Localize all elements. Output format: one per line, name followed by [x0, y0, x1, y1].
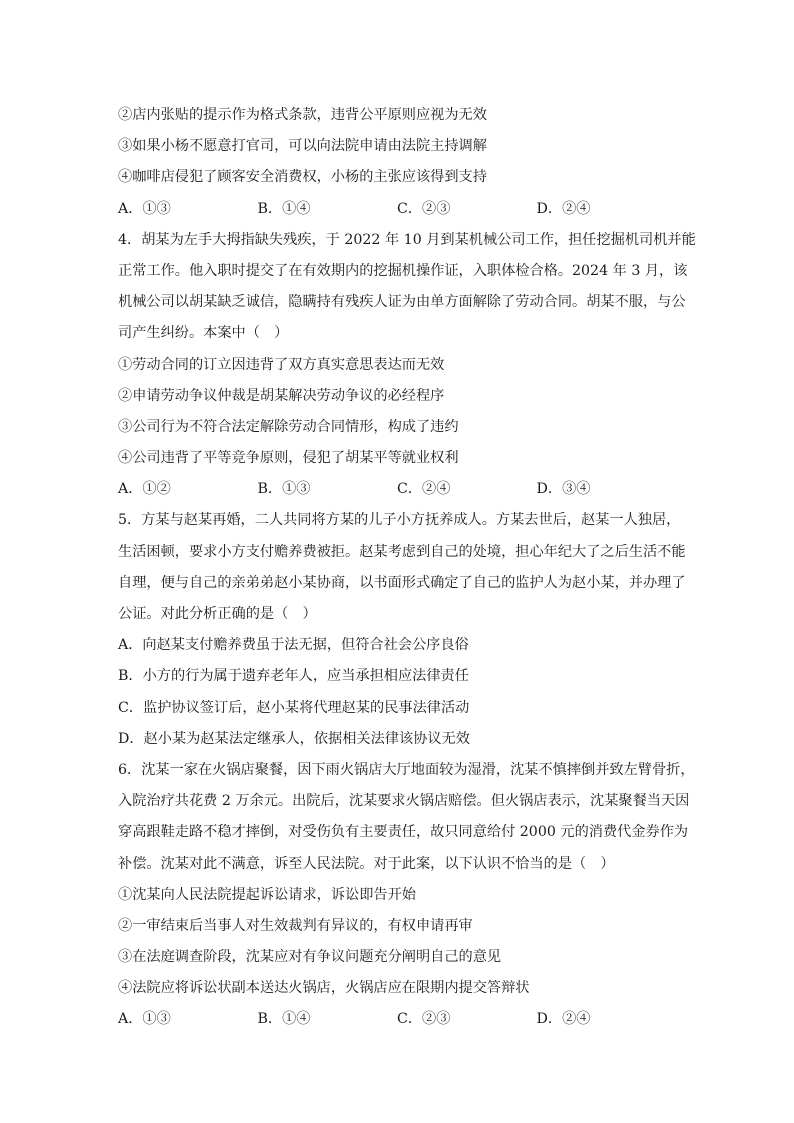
choice-b: B．①④ [257, 1011, 311, 1028]
question-stem-line: 正常工作。他入职时提交了在有效期内的挖掘机操作证，入职体检合格。2024 年 3 月，该 [118, 262, 688, 279]
question-6 [118, 755, 695, 1036]
option-line: ④法院应将诉讼状副本送达火锅店，火锅店应在限期内提交答辩状 [118, 980, 530, 997]
option-line: ③公司行为不符合法定解除劳动合同情形，构成了违约 [118, 418, 459, 435]
option-line: D．赵小某为赵某法定继承人，依据相关法律该协议无效 [118, 730, 470, 747]
choice-c: C．②④ [397, 481, 451, 498]
choice-a: A．①③ [118, 1011, 171, 1028]
answer-choices [118, 1004, 684, 1035]
choice-d: D．③④ [536, 481, 591, 498]
option-line: A．向赵某支付赡养费虽于法无据，但符合社会公序良俗 [118, 637, 469, 654]
answer-choices [118, 474, 684, 505]
option-line: ①沈某向人民法院提起诉讼请求，诉讼即告开始 [118, 886, 416, 903]
question-stem-line: 机械公司以胡某缺乏诚信，隐瞒持有残疾人证为由单方面解除了劳动合同。胡某不服，与公 [118, 294, 686, 311]
choice-d: D．②④ [536, 1011, 591, 1028]
question-stem-line: 穿高跟鞋走路不稳才摔倒，对受伤负有主要责任，故只同意给付 2000 元的消费代金券作为 [118, 824, 689, 841]
question-stem-line: 6．沈某一家在火锅店聚餐，因下雨火锅店大厅地面较为湿滑，沈某不慎摔倒并致左臂骨折， [118, 761, 695, 778]
question-stem-line: 司产生纠纷。本案中（ ） [118, 325, 289, 342]
question-stem-line: 生活困顿，要求小方支付赡养费被拒。赵某考虑到自己的处境，担心年纪大了之后生活不能 [118, 543, 686, 560]
option-line: ①劳动合同的订立因违背了双方真实意思表达而无效 [118, 356, 445, 373]
choice-a: A．①③ [118, 200, 171, 217]
question-5 [118, 505, 684, 755]
choice-c: C．②③ [397, 1011, 451, 1028]
question-stem-line: 4．胡某为左手大拇指缺失残疾，于 2022 年 10 月到某机械公司工作，担任挖掘机司机并能 [118, 231, 696, 248]
answer-choices [118, 194, 684, 225]
choice-d: D．②④ [536, 200, 591, 217]
option-line: ④公司违背了平等竞争原则，侵犯了胡某平等就业权利 [118, 450, 459, 467]
question-stem-line: 入院治疗共花费 2 万余元。出院后，沈某要求火锅店赔偿。但火锅店表示，沈某聚餐当天因 [118, 793, 690, 810]
question-stem-line: 补偿。沈某对此不满意，诉至人民法院。对于此案，以下认识不恰当的是（ ） [118, 855, 615, 872]
question-stem-line: 公证。对此分析正确的是（ ） [118, 606, 317, 622]
page-content [118, 100, 696, 1036]
option-line: ④咖啡店侵犯了顾客安全消费权，小杨的主张应该得到支持 [118, 169, 487, 186]
option-line: ③如果小杨不愿意打官司，可以向法院申请由法院主持调解 [118, 138, 487, 155]
question-4 [118, 225, 696, 506]
question-stem-line: 自理，便与自己的亲弟弟赵小某协商，以书面形式确定了自己的监护人为赵小某，并办理了 [118, 574, 686, 591]
choice-b: B．①③ [257, 481, 311, 498]
option-line: ③在法庭调查阶段，沈某应对有争议问题充分阐明自己的意见 [118, 949, 502, 966]
choice-a: A．①② [118, 481, 171, 498]
option-line: ②店内张贴的提示作为格式条款，违背公平原则应视为无效 [118, 107, 487, 123]
choice-b: B．①④ [257, 200, 311, 217]
option-line: C．监护协议签订后，赵小某将代理赵某的民事法律活动 [118, 699, 470, 716]
choice-c: C．②③ [397, 200, 451, 217]
option-line: ②申请劳动争议仲裁是胡某解决劳动争议的必经程序 [118, 387, 445, 404]
question-3 [118, 100, 684, 225]
option-line: B．小方的行为属于遗弃老年人，应当承担相应法律责任 [118, 668, 469, 685]
question-stem-line: 5．方某与赵某再婚，二人共同将方某的儿子小方抚养成人。方某去世后，赵某一人独居， [118, 512, 681, 529]
option-line: ②一审结束后当事人对生效裁判有异议的，有权申请再审 [118, 917, 473, 934]
